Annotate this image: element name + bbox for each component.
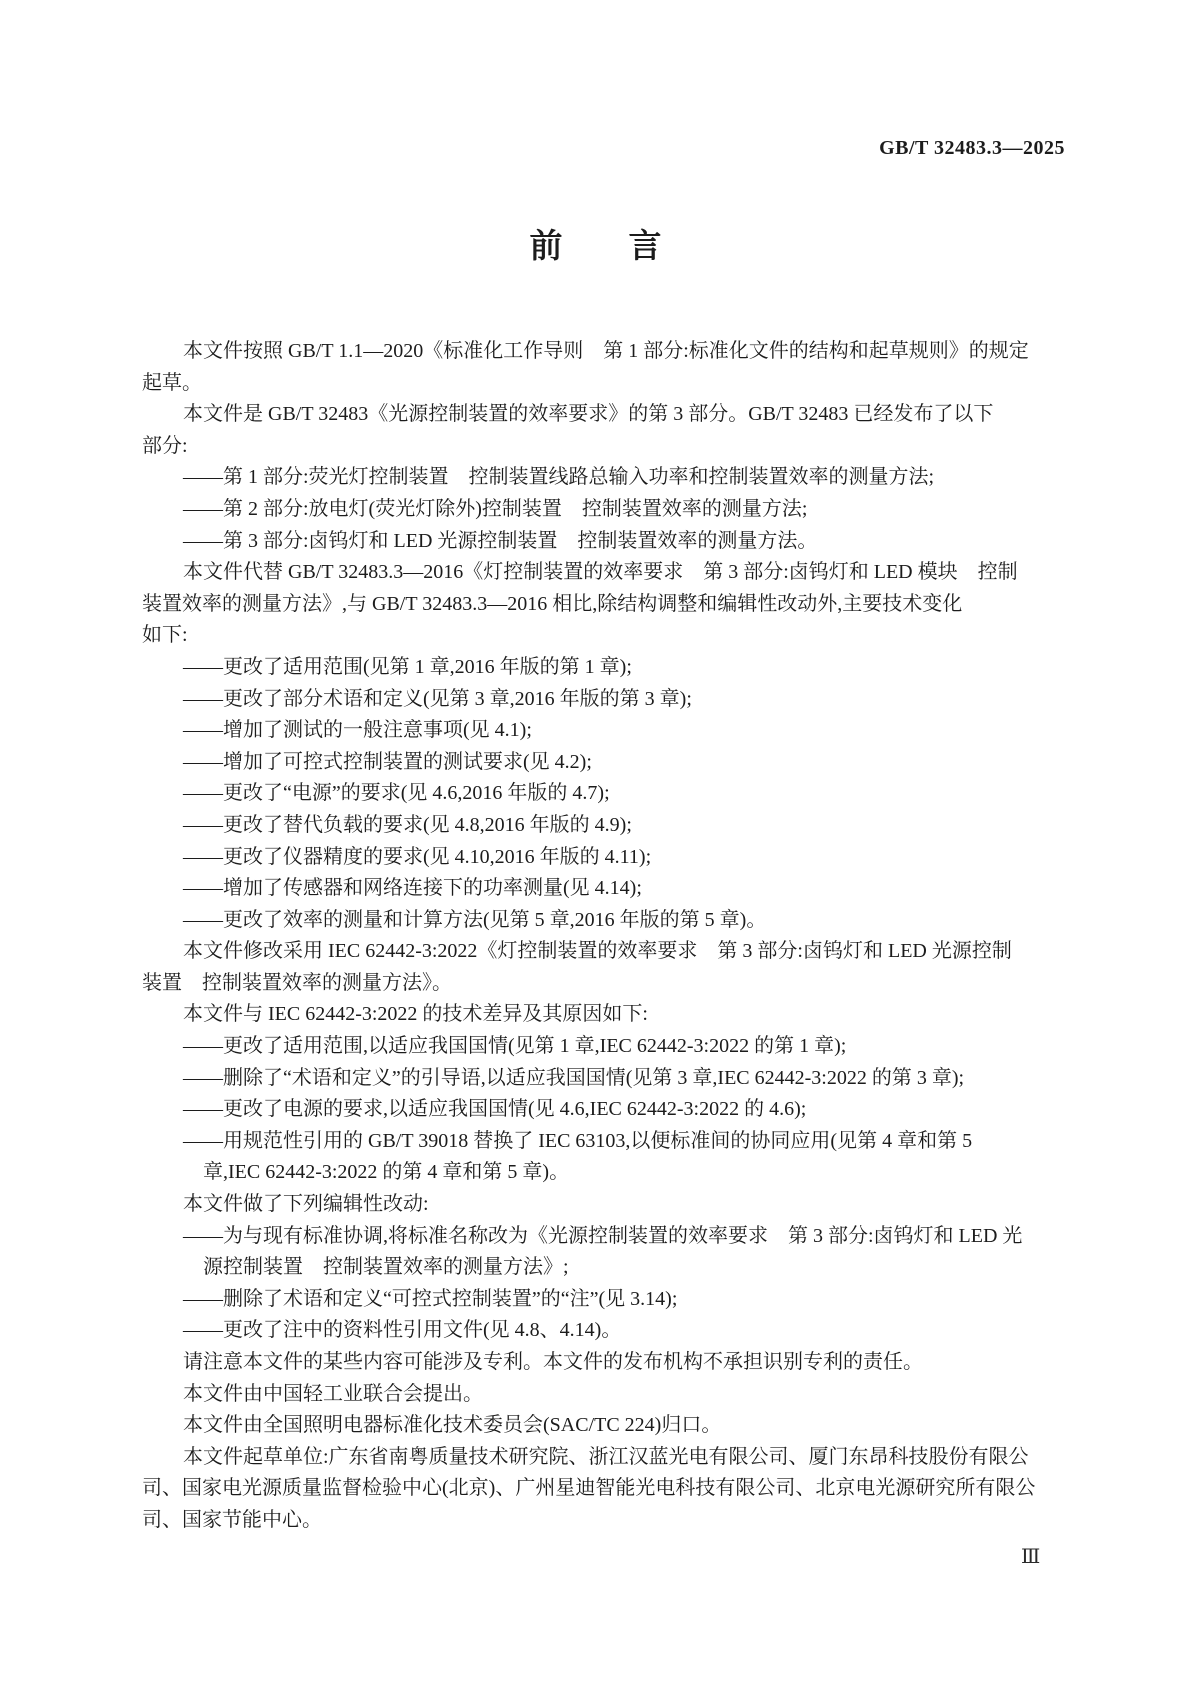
page-number: Ⅲ xyxy=(1021,1546,1041,1568)
foreword-line: 司、国家电光源质量监督检验中心(北京)、广州星迪智能光电科技有限公司、北京电光源研究所有限公 xyxy=(142,1477,1036,1500)
foreword-body xyxy=(142,336,1067,1537)
foreword-line: 本文件是 GB/T 32483《光源控制装置的效率要求》的第 3 部分。GB/T 32483 已经发布了以下 xyxy=(183,403,994,426)
foreword-line: ——增加了可控式控制装置的测试要求(见 4.2); xyxy=(183,750,592,773)
foreword-line: 本文件起草单位:广东省南粤质量技术研究院、浙江汉蓝光电有限公司、厦门东昂科技股份有限公 xyxy=(183,1445,1029,1468)
foreword-line: ——更改了效率的测量和计算方法(见第 5 章,2016 年版的第 5 章)。 xyxy=(183,908,767,931)
foreword-line: 本文件代替 GB/T 32483.3—2016《灯控制装置的效率要求 第 3 部分:卤钨灯和 LED 模块 控制 xyxy=(183,561,1018,584)
foreword-line: 装置 控制装置效率的测量方法》。 xyxy=(142,971,452,994)
foreword-line: 本文件修改采用 IEC 62442-3:2022《灯控制装置的效率要求 第 3 部分:卤钨灯和 LED 光源控制 xyxy=(183,940,1012,963)
foreword-line: ——第 3 部分:卤钨灯和 LED 光源控制装置 控制装置效率的测量方法。 xyxy=(183,529,818,552)
foreword-line: ——增加了测试的一般注意事项(见 4.1); xyxy=(183,719,532,742)
foreword-line: 起草。 xyxy=(142,371,202,394)
page-title: 前 言 xyxy=(529,229,662,265)
foreword-line: 部分: xyxy=(142,434,188,457)
foreword-line: 本文件由全国照明电器标准化技术委员会(SAC/TC 224)归口。 xyxy=(183,1414,722,1437)
foreword-line: ——更改了适用范围,以适应我国国情(见第 1 章,IEC 62442-3:2022 的第 1 章); xyxy=(183,1035,847,1058)
foreword-line: 装置效率的测量方法》,与 GB/T 32483.3—2016 相比,除结构调整和编辑性改动外,主要技术变化 xyxy=(142,592,963,615)
foreword-line: ——第 1 部分:荧光灯控制装置 控制装置线路总输入功率和控制装置效率的测量方法; xyxy=(183,466,935,489)
foreword-line: 如下: xyxy=(142,624,188,647)
foreword-line: ——更改了电源的要求,以适应我国国情(见 4.6,IEC 62442-3:2022 的 4.6); xyxy=(183,1098,807,1121)
foreword-line: ——更改了替代负载的要求(见 4.8,2016 年版的 4.9); xyxy=(183,813,632,836)
foreword-line: ——增加了传感器和网络连接下的功率测量(见 4.14); xyxy=(183,877,642,900)
foreword-line: 本文件由中国轻工业联合会提出。 xyxy=(183,1382,483,1405)
foreword-line: ——为与现有标准协调,将标准名称改为《光源控制装置的效率要求 第 3 部分:卤钨灯和 LED 光 xyxy=(183,1224,1023,1247)
foreword-line: 请注意本文件的某些内容可能涉及专利。本文件的发布机构不承担识别专利的责任。 xyxy=(183,1351,923,1373)
foreword-line: 本文件按照 GB/T 1.1—2020《标准化工作导则 第 1 部分:标准化文件的结构和起草规则》的规定 xyxy=(183,340,1029,362)
foreword-line: ——更改了“电源”的要求(见 4.6,2016 年版的 4.7); xyxy=(183,782,610,805)
foreword-line: 司、国家节能中心。 xyxy=(142,1508,322,1531)
foreword-line: ——用规范性引用的 GB/T 39018 替换了 IEC 63103,以便标准间的协同应用(见第 4 章和第 5 xyxy=(183,1129,973,1152)
standard-code: GB/T 32483.3—2025 xyxy=(879,137,1065,159)
foreword-line: 章,IEC 62442-3:2022 的第 4 章和第 5 章)。 xyxy=(203,1161,570,1184)
foreword-line: ——第 2 部分:放电灯(荧光灯除外)控制装置 控制装置效率的测量方法; xyxy=(183,497,808,520)
foreword-line: ——更改了仪器精度的要求(见 4.10,2016 年版的 4.11); xyxy=(183,845,652,868)
foreword-line: 本文件与 IEC 62442-3:2022 的技术差异及其原因如下: xyxy=(183,1003,648,1026)
foreword-line: ——删除了“术语和定义”的引导语,以适应我国国情(见第 3 章,IEC 62442-3:2022 的第 3 章); xyxy=(183,1066,965,1089)
foreword-line: ——更改了部分术语和定义(见第 3 章,2016 年版的第 3 章); xyxy=(183,687,692,710)
foreword-line: 本文件做了下列编辑性改动: xyxy=(183,1193,429,1216)
foreword-line: ——更改了注中的资料性引用文件(见 4.8、4.14)。 xyxy=(183,1319,622,1342)
foreword-line: ——更改了适用范围(见第 1 章,2016 年版的第 1 章); xyxy=(183,655,632,678)
foreword-line: ——删除了术语和定义“可控式控制装置”的“注”(见 3.14); xyxy=(183,1287,678,1310)
foreword-line: 源控制装置 控制装置效率的测量方法》; xyxy=(203,1256,569,1279)
